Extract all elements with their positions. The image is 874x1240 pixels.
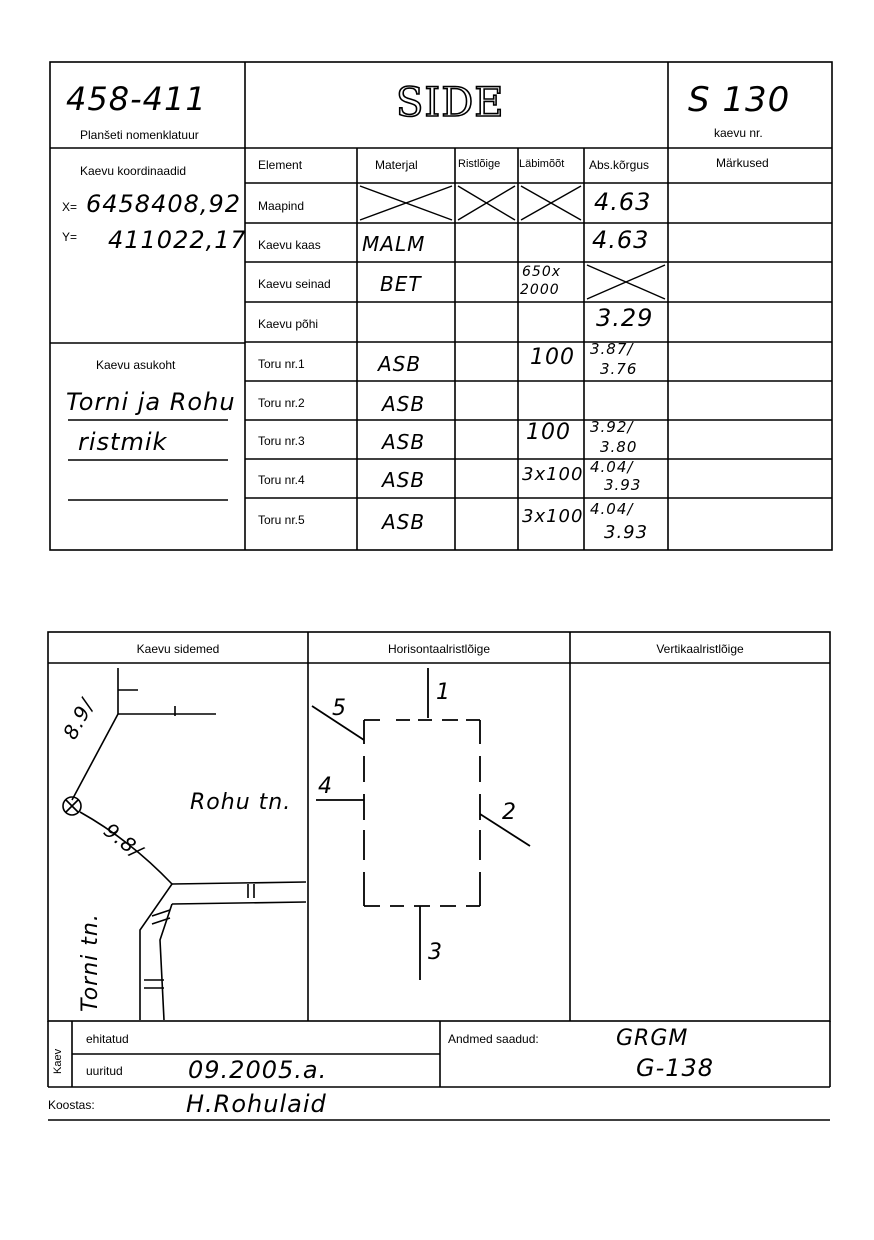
card-title: SIDE: [396, 80, 505, 126]
row-material: ASB: [382, 468, 426, 492]
row-material: ASB: [382, 430, 426, 454]
location-label: Kaevu asukoht: [96, 358, 176, 372]
col-header-materjal: Materjal: [375, 158, 418, 172]
row-material: MALM: [362, 232, 426, 256]
row-diameter: 3x100: [522, 506, 584, 527]
coord-x-label: X=: [62, 200, 78, 214]
header-horizontal-section: Horisontaalristlõige: [387, 642, 491, 656]
coord-y-value: 411022,17: [108, 226, 247, 254]
footer-data-value-2: G-138: [636, 1054, 715, 1082]
row-abs-elevation: 4.63: [594, 188, 652, 216]
row-element: Kaevu põhi: [258, 317, 319, 331]
location-line-1: Torni ja Rohu: [66, 388, 236, 416]
col-header-element: Element: [258, 158, 303, 172]
row-element: Toru nr.2: [258, 396, 305, 410]
nomenclature-value: 458-411: [66, 80, 207, 118]
pipe-number-4: 4: [318, 774, 333, 799]
row-material: ASB: [382, 392, 426, 416]
row-diameter: 2000: [520, 282, 560, 298]
map-street-torni: Torni tn.: [78, 913, 103, 1012]
row-abs-elevation: 4.04/: [590, 500, 634, 518]
row-element: Kaevu kaas: [258, 238, 321, 252]
well-number-label: kaevu nr.: [714, 126, 763, 140]
row-material: BET: [380, 272, 422, 296]
col-header-laebimoot: Läbimõõt: [519, 158, 565, 170]
footer-side-label: Kaev: [52, 1048, 64, 1074]
col-header-abs: Abs.kõrgus: [589, 158, 650, 172]
row-abs-elevation: 4.04/: [590, 458, 634, 476]
header-vertical-section: Vertikaalristlõige: [656, 642, 744, 656]
well-number-value: S 130: [688, 80, 791, 120]
pipe-number-2: 2: [502, 800, 517, 825]
header-connections: Kaevu sidemed: [136, 642, 220, 656]
row-element: Toru nr.1: [258, 357, 305, 371]
footer-surveyed-value: 09.2005.a.: [188, 1056, 328, 1084]
footer-data-value-1: GRGM: [616, 1026, 689, 1051]
row-material: ASB: [378, 352, 422, 376]
pipe-number-5: 5: [332, 696, 347, 721]
coord-x-value: 6458408,92: [86, 190, 242, 218]
row-diameter: 100: [530, 345, 575, 370]
footer-author-value: H.Rohulaid: [186, 1090, 327, 1118]
row-abs-elevation: 3.87/: [590, 340, 634, 358]
location-line-2: ristmik: [78, 428, 168, 456]
row-abs-elevation: 3.93: [604, 476, 642, 494]
footer-author-label: Koostas:: [48, 1098, 95, 1112]
row-material: ASB: [382, 510, 426, 534]
col-header-ristloige: Ristlõige: [458, 158, 501, 170]
row-abs-elevation: 3.76: [600, 360, 638, 378]
coords-label: Kaevu koordinaadid: [80, 164, 187, 178]
row-element: Toru nr.4: [258, 473, 305, 487]
map-distance-2: 9.8/: [99, 818, 148, 864]
map-street-rohu: Rohu tn.: [190, 790, 292, 815]
row-diameter: 3x100: [522, 464, 584, 485]
footer-surveyed-label: uuritud: [86, 1064, 123, 1078]
coord-y-label: Y=: [62, 230, 78, 244]
row-diameter: 650x: [522, 264, 562, 280]
row-element: Toru nr.3: [258, 434, 305, 448]
row-element: Maapind: [258, 199, 305, 213]
footer-data-label: Andmed saadud:: [448, 1032, 539, 1046]
nomenclature-label: Planšeti nomenklatuur: [80, 128, 199, 142]
map-distance-1: 8.9/: [58, 694, 100, 744]
row-abs-elevation: 3.93: [604, 522, 649, 543]
pipe-number-3: 3: [428, 940, 443, 965]
row-abs-elevation: 3.92/: [590, 418, 634, 436]
row-element: Kaevu seinad: [258, 277, 331, 291]
col-header-markused: Märkused: [716, 156, 769, 170]
row-abs-elevation: 4.63: [592, 226, 650, 254]
pipe-number-1: 1: [436, 680, 451, 705]
row-element: Toru nr.5: [258, 513, 305, 527]
row-abs-elevation: 3.29: [596, 304, 654, 332]
row-abs-elevation: 3.80: [600, 438, 638, 456]
row-diameter: 100: [526, 420, 571, 445]
footer-built-label: ehitatud: [86, 1032, 129, 1046]
